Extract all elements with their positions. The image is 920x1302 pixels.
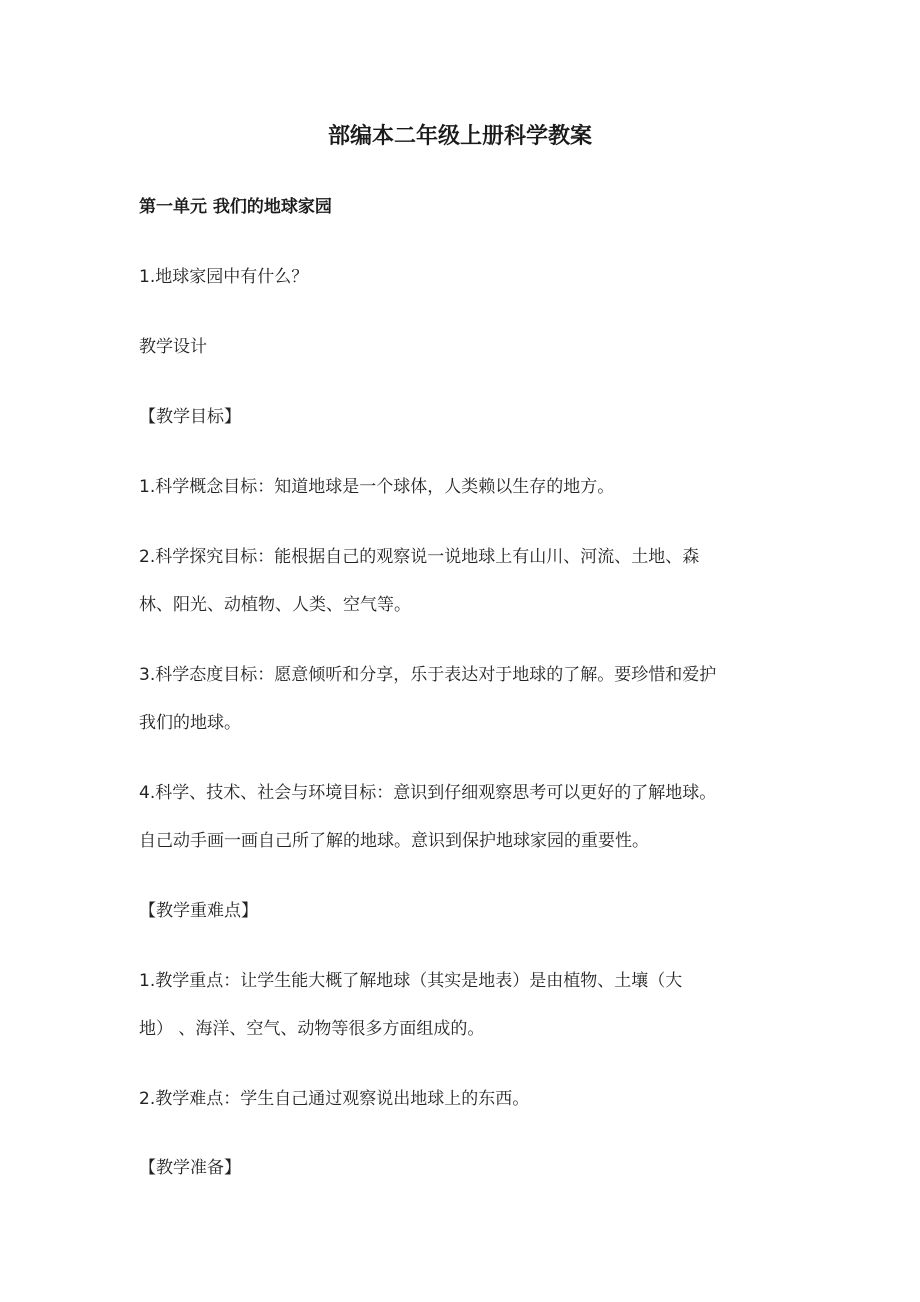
objective-line: 2.科学探究目标：能根据自己的观察说一说地球上有山川、河流、土地、森 [139,547,700,567]
unit-heading: 第一单元 我们的地球家园 [139,197,332,217]
objectives-header: 【教学目标】 [139,407,241,427]
key-point-line: 1.教学重点：让学生能大概了解地球（其实是地表）是由植物、土壤（大 [139,971,683,991]
objective-line: 自己动手画一画自己所了解的地球。意识到保护地球家园的重要性。 [139,831,649,851]
design-label: 教学设计 [139,337,207,357]
document-title: 部编本二年级上册科学教案 [327,124,592,149]
key-point-line: 地） 、海洋、空气、动物等很多方面组成的。 [139,1019,485,1039]
objective-line: 我们的地球。 [139,713,241,733]
key-point-line: 2.教学难点：学生自己通过观察说出地球上的东西。 [139,1089,530,1109]
preparation-header: 【教学准备】 [139,1158,241,1178]
objective-line: 1.科学概念目标：知道地球是一个球体，人类赖以生存的地方。 [139,477,615,497]
lesson-title: 1.地球家园中有什么？ [139,267,309,287]
objective-line: 林、阳光、动植物、人类、空气等。 [139,595,411,615]
objective-line: 4.科学、技术、社会与环境目标：意识到仔细观察思考可以更好的了解地球。 [139,783,717,803]
objective-line: 3.科学态度目标：愿意倾听和分享，乐于表达对于地球的了解。要珍惜和爱护 [139,665,717,685]
key-points-header: 【教学重难点】 [139,901,258,921]
